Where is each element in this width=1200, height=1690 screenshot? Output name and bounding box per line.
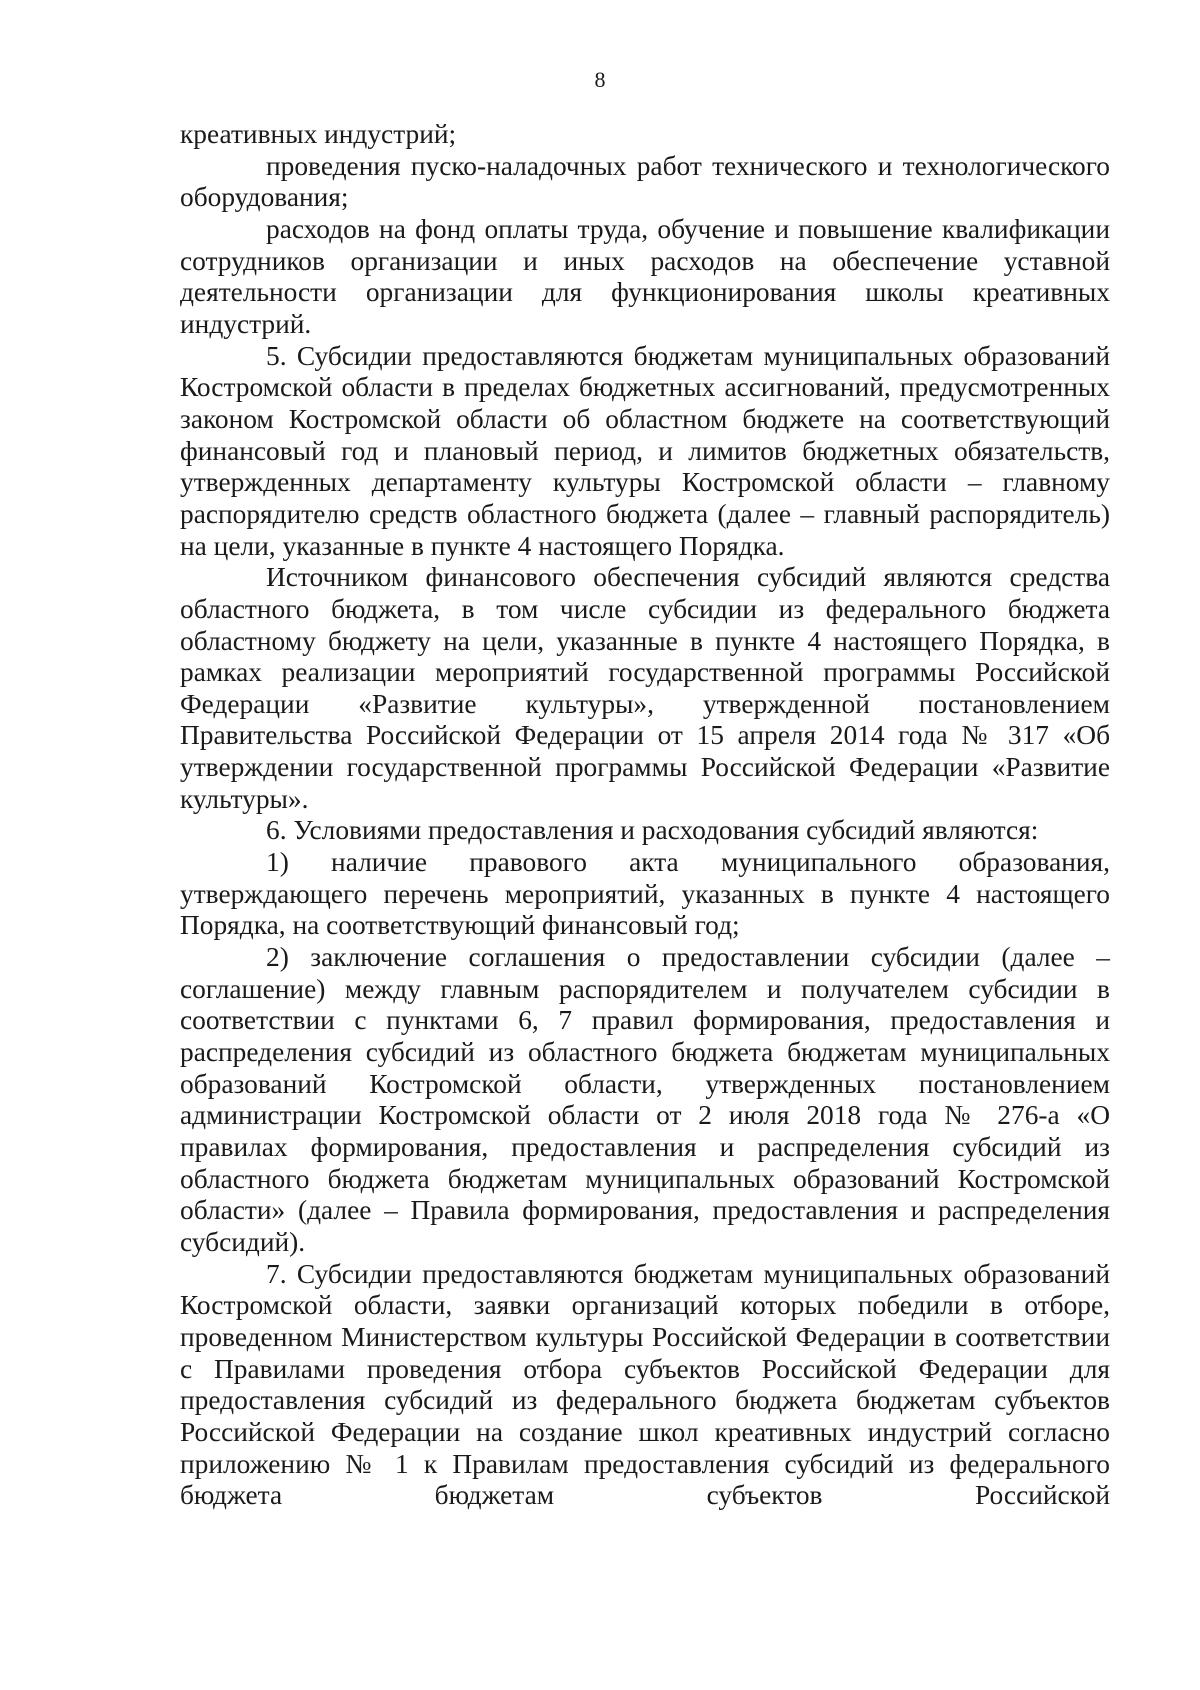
paragraph-1: креативных индустрий; bbox=[180, 119, 457, 149]
paragraph-item-5: 5. Субсидии предоставляются бюджетам муниципальных образований Костромской области в пределах бюджетных ассигнований, предусмотренных законом Костромской области об областном бюджете на соответствующий финансовый год и плановый период, и лимитов бюджетных обязательств, утвержденных департаменту культуры Костромской области – главному распорядителю средств областного бюджета (далее – главный распорядитель) на цели, указанные в пункте 4 настоящего Порядка. bbox=[180, 340, 1110, 561]
page-number: 8 bbox=[594, 67, 606, 92]
paragraph-2: проведения пуско-наладочных работ технического и технологического оборудования; bbox=[180, 150, 1110, 213]
paragraph-condition-2: 2) заключение соглашения о предоставлении субсидии (далее – соглашение) между главным распорядителем и получателем субсидии в соответствии с пунктами 6, 7 правил формирования, предоставления и распределения субсидий из областного бюджета бюджетам муниципальных образований Костромской области, утвержденных постановлением администрации Костромской области от 2 июля 2018 года № 276-а «О правилах формирования, предоставления и распределения субсидий из областного бюджета бюджетам муниципальных образований Костромской области» (далее – Правила формирования, предоставления и распределения субсидий). bbox=[180, 942, 1110, 1257]
paragraph-3: расходов на фонд оплаты труда, обучение и повышение квалификации сотрудников организации и иных расходов на обеспечение уставной деятельности организации для функционирования школы креативных индустрий. bbox=[180, 213, 1110, 339]
document-body bbox=[180, 119, 1110, 1512]
paragraph-item-6: 6. Условиями предоставления и расходования субсидий являются: bbox=[266, 815, 1039, 846]
paragraph-funding-source: Источником финансового обеспечения субсидий являются средства областного бюджета, в том числе субсидии из федерального бюджета областному бюджету на цели, указанные в пункте 4 настоящего Порядка, в рамках реализации мероприятий государственной программы Российской Федерации «Развитие культуры», утвержденной постановлением Правительства Российской Федерации от 15 апреля 2014 года № 317 «Об утверждении государственной программы Российской Федерации «Развитие культуры». bbox=[180, 562, 1110, 814]
paragraph-condition-1: 1) наличие правового акта муниципального образования, утверждающего перечень мероприятий, указанных в пункте 4 настоящего Порядка, на соответствующий финансовый год; bbox=[180, 847, 1110, 941]
paragraph-item-7: 7. Субсидии предоставляются бюджетам муниципальных образований Костромской области, заявки организаций которых победили в отборе, проведенном Министерством культуры Российской Федерации в соответствии с Правилами проведения отбора субъектов Российской Федерации для предоставления субсидий из федерального бюджета бюджетам субъектов Российской Федерации на создание школ креативных индустрий согласно приложению № 1 к Правилам предоставления субсидий из федерального бюджета бюджетам субъектов Российской bbox=[180, 1258, 1110, 1511]
